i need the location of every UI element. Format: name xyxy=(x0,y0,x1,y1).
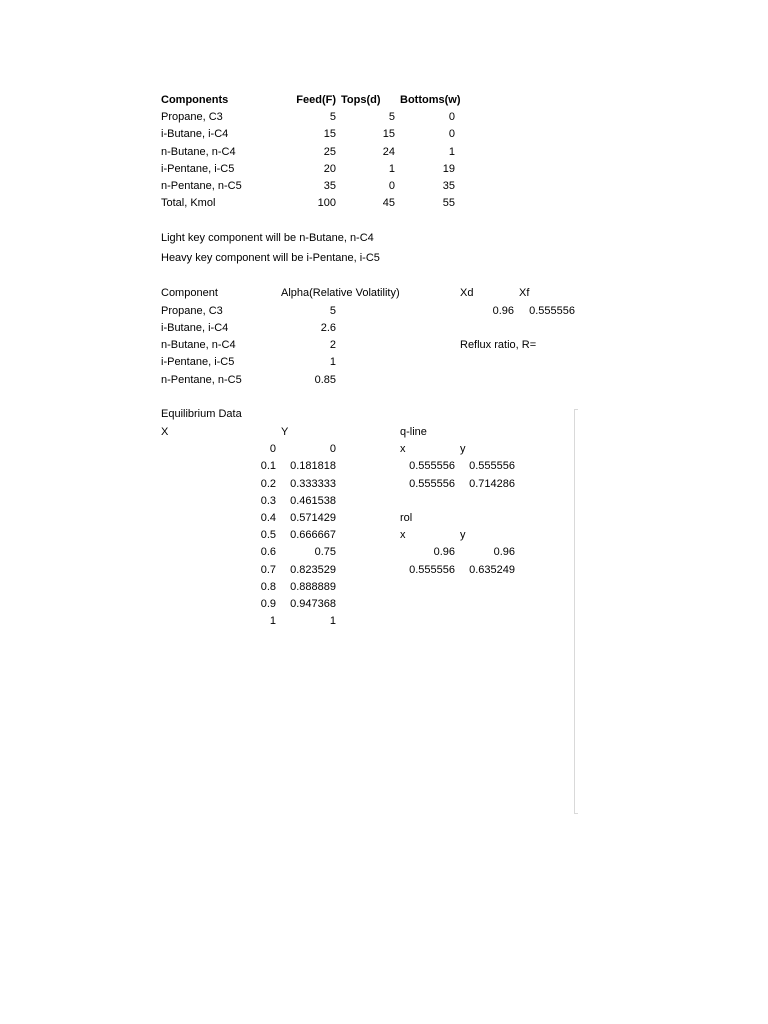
feed-total-name: Total, Kmol xyxy=(161,197,216,209)
volatility-row-alpha: 2.6 xyxy=(320,322,336,334)
equilibrium-y: 0.333333 xyxy=(290,478,336,490)
feed-header-feed: Feed(F) xyxy=(296,94,336,106)
feed-row-feed: 15 xyxy=(323,128,336,140)
q-line-y: 0.714286 xyxy=(469,478,515,490)
equilibrium-y: 0.461538 xyxy=(290,495,336,507)
feed-total-feed: 100 xyxy=(317,197,336,209)
feed-row-name: n-Butane, n-C4 xyxy=(161,146,236,158)
equilibrium-x: 0.6 xyxy=(260,546,276,558)
equilibrium-y: 0.666667 xyxy=(290,529,336,541)
equilibrium-x: 0.8 xyxy=(260,581,276,593)
equilibrium-y: 0.571429 xyxy=(290,512,336,524)
q-line-x-label: x xyxy=(400,443,406,455)
equilibrium-y: 1 xyxy=(329,615,336,627)
feed-total-tops: 45 xyxy=(382,197,395,209)
feed-row-tops: 15 xyxy=(382,128,395,140)
equilibrium-x: 0.5 xyxy=(260,529,276,541)
feed-row-bottoms: 0 xyxy=(448,128,455,140)
q-line-title: q-line xyxy=(400,426,427,438)
feed-row-tops: 0 xyxy=(388,180,395,192)
volatility-header-alpha: Alpha(Relative Volatility) xyxy=(281,287,400,299)
equilibrium-x: 0.3 xyxy=(260,495,276,507)
feed-total-bottoms: 55 xyxy=(442,197,455,209)
rol-x: 0.555556 xyxy=(409,564,455,576)
q-line-x: 0.555556 xyxy=(409,460,455,472)
rol-y-label: y xyxy=(460,529,466,541)
q-line-y: 0.555556 xyxy=(469,460,515,472)
xd-label: Xd xyxy=(460,287,474,299)
rol-title: rol xyxy=(400,512,413,524)
equilibrium-x: 0.1 xyxy=(260,460,276,472)
equilibrium-x: 1 xyxy=(269,615,276,627)
equilibrium-x: 0.2 xyxy=(260,478,276,490)
equilibrium-title: Equilibrium Data xyxy=(161,408,242,420)
equilibrium-x-label: X xyxy=(161,426,169,438)
rol-y: 0.635249 xyxy=(469,564,515,576)
q-line-y-label: y xyxy=(460,443,466,455)
volatility-row-name: n-Pentane, n-C5 xyxy=(161,374,242,386)
equilibrium-y: 0.181818 xyxy=(290,460,336,472)
feed-row-feed: 35 xyxy=(323,180,336,192)
feed-row-tops: 5 xyxy=(388,111,395,123)
heavy-key-note: Heavy key component will be i-Pentane, i-C5 xyxy=(161,252,380,264)
equilibrium-x: 0 xyxy=(269,443,276,455)
feed-row-name: n-Pentane, n-C5 xyxy=(161,180,242,192)
volatility-row-name: n-Butane, n-C4 xyxy=(161,339,236,351)
feed-row-tops: 1 xyxy=(388,163,395,175)
feed-row-bottoms: 0 xyxy=(448,111,455,123)
chart-frame-top-tick xyxy=(574,409,578,410)
feed-header-components: Components xyxy=(161,94,229,106)
xf-label: Xf xyxy=(519,287,530,299)
xd-value: 0.96 xyxy=(492,305,514,317)
feed-row-tops: 24 xyxy=(382,146,395,158)
volatility-row-alpha: 5 xyxy=(329,305,336,317)
equilibrium-x: 0.7 xyxy=(260,564,276,576)
equilibrium-y: 0.888889 xyxy=(290,581,336,593)
equilibrium-y: 0.75 xyxy=(314,546,336,558)
chart-frame-bottom-tick xyxy=(574,813,578,814)
feed-row-name: i-Pentane, i-C5 xyxy=(161,163,235,175)
volatility-row-name: Propane, C3 xyxy=(161,305,223,317)
equilibrium-y: 0.947368 xyxy=(290,598,336,610)
light-key-note: Light key component will be n-Butane, n-C4 xyxy=(161,232,374,244)
equilibrium-x: 0.4 xyxy=(260,512,276,524)
reflux-ratio-label: Reflux ratio, R= xyxy=(460,339,537,351)
rol-x: 0.96 xyxy=(433,546,455,558)
feed-row-bottoms: 35 xyxy=(442,180,455,192)
volatility-row-alpha: 2 xyxy=(329,339,336,351)
volatility-row-alpha: 1 xyxy=(329,356,336,368)
chart-frame-edge xyxy=(574,409,575,814)
xf-value: 0.555556 xyxy=(529,305,575,317)
feed-row-bottoms: 1 xyxy=(448,146,455,158)
feed-row-bottoms: 19 xyxy=(442,163,455,175)
equilibrium-y-label: Y xyxy=(281,426,289,438)
feed-header-bottoms: Bottoms(w) xyxy=(400,94,461,106)
equilibrium-x: 0.9 xyxy=(260,598,276,610)
feed-row-name: i-Butane, i-C4 xyxy=(161,128,229,140)
feed-row-feed: 5 xyxy=(329,111,336,123)
feed-row-feed: 20 xyxy=(323,163,336,175)
volatility-row-name: i-Pentane, i-C5 xyxy=(161,356,235,368)
equilibrium-y: 0 xyxy=(329,443,336,455)
rol-x-label: x xyxy=(400,529,406,541)
rol-y: 0.96 xyxy=(493,546,515,558)
equilibrium-y: 0.823529 xyxy=(290,564,336,576)
volatility-header-component: Component xyxy=(161,287,218,299)
volatility-row-alpha: 0.85 xyxy=(314,374,336,386)
feed-row-name: Propane, C3 xyxy=(161,111,223,123)
volatility-row-name: i-Butane, i-C4 xyxy=(161,322,229,334)
feed-row-feed: 25 xyxy=(323,146,336,158)
q-line-x: 0.555556 xyxy=(409,478,455,490)
feed-header-tops: Tops(d) xyxy=(341,94,381,106)
